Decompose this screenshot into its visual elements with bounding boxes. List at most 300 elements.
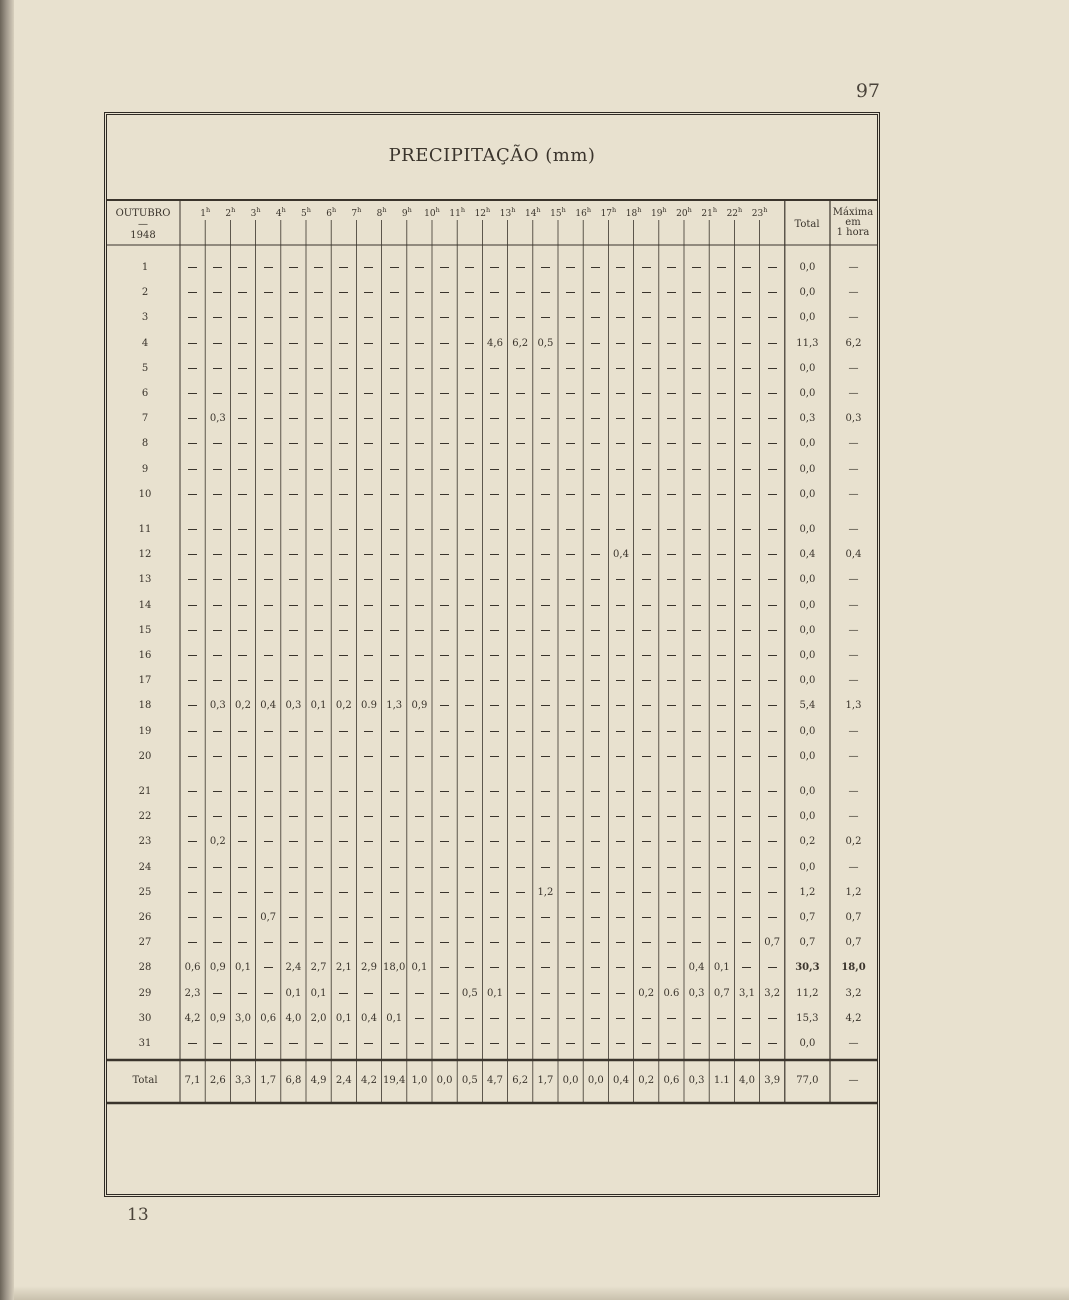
empty-dash xyxy=(692,680,701,681)
hour-empty xyxy=(407,438,432,450)
hour-empty xyxy=(205,388,230,400)
hour-number: 3 xyxy=(250,209,257,219)
hour-suffix: h xyxy=(712,206,717,214)
empty-dash xyxy=(768,655,777,656)
hour-empty xyxy=(608,262,633,274)
empty-dash xyxy=(516,605,525,606)
hour-empty xyxy=(583,524,608,536)
empty-dash xyxy=(516,942,525,943)
hour-empty xyxy=(331,726,356,738)
day-label: 26 xyxy=(138,912,152,923)
empty-dash xyxy=(188,655,197,656)
empty-dash xyxy=(742,469,751,470)
empty-dash xyxy=(238,680,247,681)
hour-empty xyxy=(230,836,255,848)
hour-empty xyxy=(734,700,759,712)
hour-empty xyxy=(634,338,659,350)
hour-empty xyxy=(230,675,255,687)
empty-dash xyxy=(516,816,525,817)
hour-empty xyxy=(659,726,684,738)
empty-dash xyxy=(717,917,726,918)
hour-empty xyxy=(608,312,633,324)
hour-empty xyxy=(331,600,356,612)
empty-dash xyxy=(188,892,197,893)
hour-empty xyxy=(281,388,306,400)
empty-dash xyxy=(616,529,625,530)
hour-number: 21 xyxy=(701,209,713,219)
hour-empty xyxy=(734,413,759,425)
empty-dash xyxy=(390,630,399,631)
hour-empty xyxy=(659,962,684,974)
empty-dash xyxy=(314,529,323,530)
empty-dash xyxy=(339,816,348,817)
hour-empty xyxy=(407,413,432,425)
hour-empty xyxy=(482,600,507,612)
empty-dash xyxy=(642,867,651,868)
empty-dash xyxy=(415,393,424,394)
hour-empty xyxy=(508,726,533,738)
empty-dash xyxy=(339,791,348,792)
month-dash: — xyxy=(138,219,148,230)
hour-empty xyxy=(256,675,281,687)
page-number: 97 xyxy=(855,80,880,102)
hour-value: 1,2 xyxy=(537,886,554,898)
empty-dash xyxy=(742,942,751,943)
empty-dash xyxy=(717,443,726,444)
empty-dash xyxy=(768,680,777,681)
hour-empty xyxy=(180,574,205,586)
hour-empty xyxy=(256,413,281,425)
empty-dash xyxy=(541,469,550,470)
hour-empty xyxy=(482,726,507,738)
hour-value: 3,1 xyxy=(739,987,755,999)
empty-dash xyxy=(188,494,197,495)
empty-dash xyxy=(667,967,676,968)
hour-empty xyxy=(608,600,633,612)
hour-empty xyxy=(634,700,659,712)
empty-dash xyxy=(717,579,726,580)
hour-empty xyxy=(180,312,205,324)
empty-dash xyxy=(465,841,474,842)
empty-dash xyxy=(642,791,651,792)
hour-empty xyxy=(583,363,608,375)
empty-dash xyxy=(289,418,298,419)
empty-dash xyxy=(364,993,373,994)
empty-dash xyxy=(541,529,550,530)
empty-dash xyxy=(339,892,348,893)
hour-value: 18,0 xyxy=(383,962,406,974)
empty-dash xyxy=(314,292,323,293)
hour-empty xyxy=(558,700,583,712)
empty-dash xyxy=(465,393,474,394)
empty-dash xyxy=(238,816,247,817)
empty-dash xyxy=(667,791,676,792)
empty-dash xyxy=(440,605,449,606)
empty-dash xyxy=(616,494,625,495)
hour-value: 2,7 xyxy=(310,962,327,974)
empty-dash xyxy=(238,731,247,732)
empty-dash xyxy=(339,1043,348,1044)
empty-dash xyxy=(465,1043,474,1044)
empty-dash xyxy=(566,554,575,555)
hour-empty xyxy=(407,811,432,823)
hour-header-9 xyxy=(394,206,419,219)
hour-empty xyxy=(230,786,255,798)
hour-empty xyxy=(659,388,684,400)
empty-dash xyxy=(390,841,399,842)
empty-dash xyxy=(516,967,525,968)
hour-empty xyxy=(634,262,659,274)
hour-suffix: h xyxy=(382,206,387,214)
hour-empty xyxy=(634,363,659,375)
hour-empty xyxy=(608,574,633,586)
hour-empty xyxy=(709,338,734,350)
empty-dash xyxy=(692,816,701,817)
hour-empty xyxy=(256,464,281,476)
hour-empty xyxy=(482,1013,507,1025)
hour-empty xyxy=(205,937,230,949)
empty-dash xyxy=(742,967,751,968)
hour-empty xyxy=(558,438,583,450)
hour-empty xyxy=(709,600,734,612)
empty-dash xyxy=(364,469,373,470)
row-max: 0,2 xyxy=(845,836,862,848)
empty-dash xyxy=(440,469,449,470)
empty-dash xyxy=(390,418,399,419)
empty-dash xyxy=(591,841,600,842)
hour-empty xyxy=(583,464,608,476)
hour-empty xyxy=(608,1038,633,1050)
hour-empty xyxy=(281,811,306,823)
empty-dash xyxy=(390,317,399,318)
hour-empty xyxy=(407,751,432,763)
hour-empty xyxy=(634,726,659,738)
hour-empty xyxy=(709,887,734,899)
hour-number: 4 xyxy=(275,209,282,219)
day-label: 17 xyxy=(138,675,152,687)
hour-empty xyxy=(230,600,255,612)
hour-empty xyxy=(256,363,281,375)
hour-empty xyxy=(432,836,457,848)
hour-empty xyxy=(180,549,205,561)
hour-empty xyxy=(558,413,583,425)
empty-dash xyxy=(616,791,625,792)
hour-empty xyxy=(558,786,583,798)
empty-dash xyxy=(188,418,197,419)
hour-empty xyxy=(457,650,482,662)
hour-empty xyxy=(457,464,482,476)
empty-dash xyxy=(717,680,726,681)
hour-empty xyxy=(558,489,583,501)
hour-empty xyxy=(734,287,759,299)
row-max: 4,2 xyxy=(845,1012,862,1024)
hour-empty xyxy=(382,388,407,400)
hour-empty xyxy=(180,751,205,763)
empty-dash xyxy=(415,655,424,656)
empty-dash xyxy=(692,731,701,732)
empty-dash xyxy=(742,443,751,444)
empty-dash xyxy=(667,443,676,444)
hour-empty xyxy=(331,836,356,848)
empty-dash xyxy=(238,317,247,318)
empty-dash xyxy=(768,1018,777,1019)
empty-dash xyxy=(440,418,449,419)
hour-empty xyxy=(760,287,785,299)
empty-dash xyxy=(566,529,575,530)
row-max: — xyxy=(848,574,859,586)
empty-dash xyxy=(717,1043,726,1044)
hour-empty xyxy=(659,700,684,712)
empty-dash xyxy=(742,554,751,555)
hour-empty xyxy=(205,786,230,798)
hour-value: 4,2 xyxy=(184,1012,201,1024)
hour-empty xyxy=(256,1038,281,1050)
hour-value: 0,1 xyxy=(310,700,327,712)
empty-dash xyxy=(264,605,273,606)
hour-empty xyxy=(482,262,507,274)
hour-empty xyxy=(709,650,734,662)
row-total: 11,3 xyxy=(796,337,819,349)
empty-dash xyxy=(390,731,399,732)
hour-empty xyxy=(508,388,533,400)
empty-dash xyxy=(642,368,651,369)
hour-empty xyxy=(533,438,558,450)
hour-empty xyxy=(356,388,381,400)
hour-empty xyxy=(684,600,709,612)
hour-empty xyxy=(180,413,205,425)
hour-empty xyxy=(382,675,407,687)
empty-dash xyxy=(667,343,676,344)
hour-total: 19,4 xyxy=(383,1075,406,1086)
day-label: 11 xyxy=(138,524,152,535)
hour-empty xyxy=(533,1013,558,1025)
empty-dash xyxy=(742,867,751,868)
hour-suffix: h xyxy=(256,206,261,214)
hour-empty xyxy=(684,1038,709,1050)
empty-dash xyxy=(642,393,651,394)
empty-dash xyxy=(213,867,222,868)
empty-dash xyxy=(591,791,600,792)
hour-empty xyxy=(407,363,432,375)
empty-dash xyxy=(238,469,247,470)
day-label: 23 xyxy=(138,836,152,848)
empty-dash xyxy=(238,942,247,943)
empty-dash xyxy=(465,655,474,656)
empty-dash xyxy=(490,469,499,470)
day-label: 21 xyxy=(138,786,152,797)
hour-empty xyxy=(407,574,432,586)
hour-empty xyxy=(659,363,684,375)
hour-empty xyxy=(709,312,734,324)
hour-empty xyxy=(558,912,583,924)
empty-dash xyxy=(490,892,499,893)
hour-empty xyxy=(281,574,306,586)
empty-dash xyxy=(692,368,701,369)
empty-dash xyxy=(390,655,399,656)
empty-dash xyxy=(490,368,499,369)
hour-empty xyxy=(407,388,432,400)
hour-value: 0,4 xyxy=(260,700,277,712)
empty-dash xyxy=(516,579,525,580)
empty-dash xyxy=(692,292,701,293)
hour-empty xyxy=(709,489,734,501)
hour-empty xyxy=(684,836,709,848)
hour-empty xyxy=(608,912,633,924)
empty-dash xyxy=(415,841,424,842)
hour-empty xyxy=(180,836,205,848)
hour-empty xyxy=(432,338,457,350)
empty-dash xyxy=(289,267,298,268)
empty-dash xyxy=(742,292,751,293)
hour-empty xyxy=(432,887,457,899)
empty-dash xyxy=(616,756,625,757)
hour-empty xyxy=(331,464,356,476)
empty-dash xyxy=(364,494,373,495)
hour-empty xyxy=(709,262,734,274)
hour-empty xyxy=(608,625,633,637)
empty-dash xyxy=(566,579,575,580)
day-label: 27 xyxy=(138,937,152,949)
hour-empty xyxy=(432,937,457,949)
empty-dash xyxy=(364,680,373,681)
hour-empty xyxy=(306,675,331,687)
empty-dash xyxy=(692,892,701,893)
hour-empty xyxy=(583,600,608,612)
hour-empty xyxy=(382,489,407,501)
empty-dash xyxy=(188,579,197,580)
hour-empty xyxy=(281,862,306,874)
hour-empty xyxy=(356,1038,381,1050)
empty-dash xyxy=(264,267,273,268)
empty-dash xyxy=(314,892,323,893)
empty-dash xyxy=(616,317,625,318)
empty-dash xyxy=(364,317,373,318)
hour-empty xyxy=(734,675,759,687)
hour-empty xyxy=(558,811,583,823)
empty-dash xyxy=(415,630,424,631)
hour-empty xyxy=(180,489,205,501)
totals-label: Total xyxy=(132,1075,158,1086)
hour-value: 3,0 xyxy=(235,1012,251,1024)
row-max: 0,4 xyxy=(845,549,862,561)
hour-empty xyxy=(256,862,281,874)
hour-empty xyxy=(734,524,759,536)
hour-value: 0,9 xyxy=(209,962,226,974)
hour-empty xyxy=(608,1013,633,1025)
empty-dash xyxy=(465,579,474,580)
hour-empty xyxy=(382,836,407,848)
hour-empty xyxy=(457,413,482,425)
empty-dash xyxy=(289,443,298,444)
day-label: 22 xyxy=(138,811,152,823)
empty-dash xyxy=(616,469,625,470)
hour-empty xyxy=(684,262,709,274)
hour-empty xyxy=(382,413,407,425)
hour-empty xyxy=(558,1038,583,1050)
hour-empty xyxy=(382,650,407,662)
hour-empty xyxy=(659,287,684,299)
hour-total: 0,4 xyxy=(613,1075,629,1086)
hour-empty xyxy=(533,363,558,375)
empty-dash xyxy=(642,267,651,268)
empty-dash xyxy=(339,942,348,943)
hour-total: 0,2 xyxy=(638,1075,655,1086)
hour-empty xyxy=(356,262,381,274)
hour-empty xyxy=(760,438,785,450)
empty-dash xyxy=(465,630,474,631)
empty-dash xyxy=(364,942,373,943)
empty-dash xyxy=(742,841,751,842)
hour-empty xyxy=(533,1038,558,1050)
empty-dash xyxy=(591,967,600,968)
hour-empty xyxy=(180,338,205,350)
hour-empty xyxy=(205,862,230,874)
hour-header-15 xyxy=(546,206,571,219)
hour-empty xyxy=(482,312,507,324)
empty-dash xyxy=(642,1043,651,1044)
hour-empty xyxy=(482,438,507,450)
hour-empty xyxy=(457,887,482,899)
hour-empty xyxy=(558,836,583,848)
hour-empty xyxy=(180,937,205,949)
empty-dash xyxy=(415,469,424,470)
hour-header-7 xyxy=(344,206,369,219)
table-title: PRECIPITAÇÃO (mm) xyxy=(388,145,596,166)
hour-empty xyxy=(558,338,583,350)
hour-header-22 xyxy=(722,206,747,219)
hour-empty xyxy=(407,1038,432,1050)
empty-dash xyxy=(516,529,525,530)
hour-empty xyxy=(281,887,306,899)
hour-empty xyxy=(709,912,734,924)
month-label: OUTUBRO xyxy=(115,208,171,219)
empty-dash xyxy=(188,267,197,268)
empty-dash xyxy=(339,368,348,369)
hour-empty xyxy=(382,600,407,612)
hour-empty xyxy=(230,262,255,274)
empty-dash xyxy=(465,368,474,369)
hour-empty xyxy=(684,700,709,712)
empty-dash xyxy=(440,917,449,918)
hour-empty xyxy=(382,811,407,823)
hour-empty xyxy=(684,574,709,586)
empty-dash xyxy=(717,605,726,606)
hour-value: 2,3 xyxy=(184,987,201,999)
hour-empty xyxy=(583,338,608,350)
empty-dash xyxy=(339,917,348,918)
empty-dash xyxy=(516,418,525,419)
hour-empty xyxy=(659,912,684,924)
hour-value: 0,3 xyxy=(209,413,226,425)
hour-empty xyxy=(634,625,659,637)
empty-dash xyxy=(642,630,651,631)
hour-empty xyxy=(482,388,507,400)
empty-dash xyxy=(238,267,247,268)
empty-dash xyxy=(591,1043,600,1044)
hour-empty xyxy=(482,625,507,637)
empty-dash xyxy=(238,867,247,868)
hour-empty xyxy=(180,625,205,637)
max-header xyxy=(830,208,876,238)
hour-empty xyxy=(634,549,659,561)
hour-empty xyxy=(709,625,734,637)
hour-empty xyxy=(482,887,507,899)
empty-dash xyxy=(717,317,726,318)
empty-dash xyxy=(642,967,651,968)
empty-dash xyxy=(264,469,273,470)
empty-dash xyxy=(238,630,247,631)
hour-value: 0,2 xyxy=(235,700,251,712)
